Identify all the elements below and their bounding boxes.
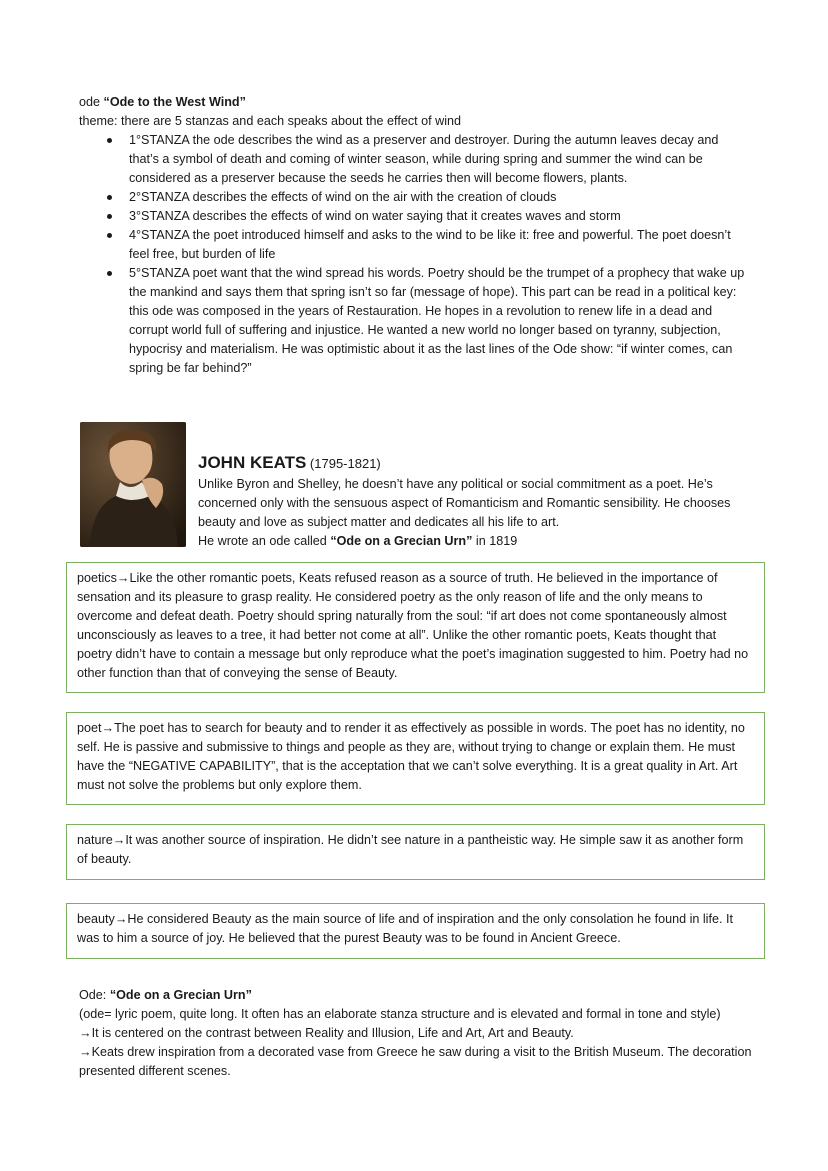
list-item	[129, 207, 749, 226]
west-wind-title: “Ode to the West Wind”	[103, 95, 246, 109]
keats-dates: (1795-1821)	[306, 456, 381, 471]
heading-prefix: ode	[79, 95, 104, 109]
grecian-heading	[79, 986, 759, 1005]
arrow-right-icon: →	[79, 1026, 92, 1040]
beauty-text: He considered Beauty as the main source of life and of inspiration and the only consolation he found in life. It was to him a source of joy. He believed that the purest Beauty was to be found in Ancient Greece.	[77, 912, 733, 945]
keats-intro: Unlike Byron and Shelley, he doesn’t have any political or social commitment as a poet. He’s concerned only with the sensuous aspect of Romanticism and Romantic sensibility. He chooses beauty and love as subject matter and dedicates all his life to art.	[198, 477, 731, 529]
west-wind-heading	[79, 93, 749, 112]
point-text: Keats drew inspiration from a decorated vase from Greece he saw during a visit to the British Museum. The decoration presented different scenes.	[79, 1045, 752, 1078]
stanza-text: 5°STANZA poet want that the wind spread his words. Poetry should be the trumpet of a prophecy that wake up the mankind and says them that spring isn’t so far (message of hope). This part can be read in a political key: this ode was composed in the years of Restauration. He hopes in a revolution to renew life in a dead and corrupt world full of suffering and injustice. He wanted a new world no longer based on tyranny, subjection, hypocrisy and materialism. He was optimistic about it as the last lines of the Ode show: “if winter comes, can spring be far behind?”	[129, 266, 745, 375]
keats-portrait	[80, 422, 186, 547]
bullet-icon	[107, 214, 112, 219]
ode-line-suffix: in 1819	[472, 534, 518, 548]
beauty-label: beauty	[77, 912, 115, 926]
grecian-title: “Ode on a Grecian Urn”	[109, 988, 252, 1002]
poet-label: poet	[77, 721, 102, 735]
keats-ode-line	[198, 532, 758, 551]
bullet-icon	[107, 138, 112, 143]
grecian-point-1	[79, 1024, 759, 1043]
west-wind-section	[79, 93, 749, 378]
keats-heading	[198, 452, 758, 475]
poetics-box	[66, 562, 765, 693]
ode-line-title: “Ode on a Grecian Urn”	[330, 534, 473, 548]
arrow-right-icon: →	[101, 721, 115, 735]
grecian-definition: (ode= lyric poem, quite long. It often has an elaborate stanza structure and is elevated and formal in tone and style)	[79, 1007, 721, 1021]
bullet-icon	[107, 195, 112, 200]
poet-text: The poet has to search for beauty and to render it as effectively as possible in words. The poet has no identity, no self. He is passive and submissive to things and people as they are, without trying to change or explain them. He must have the “NEGATIVE CAPABILITY”, that is the acceptation that we can’t solve everything. It is a great quality in Art. Art must not solve the problems but only explore them.	[77, 721, 745, 792]
keats-bio	[198, 452, 758, 551]
poetics-label: poetics	[77, 571, 117, 585]
ode-line-prefix: He wrote an ode called	[198, 534, 331, 548]
list-item	[129, 131, 749, 188]
stanza-text: 2°STANZA describes the effects of wind on the air with the creation of clouds	[129, 190, 557, 204]
poet-box	[66, 712, 765, 805]
point-text: It is centered on the contrast between Reality and Illusion, Life and Art, Art and Beauty.	[91, 1026, 574, 1040]
arrow-right-icon: →	[116, 571, 130, 585]
portrait-image	[80, 422, 186, 547]
nature-box	[66, 824, 765, 880]
keats-name: JOHN KEATS	[198, 453, 307, 472]
nature-label: nature	[77, 833, 113, 847]
bullet-icon	[107, 233, 112, 238]
beauty-box	[66, 903, 765, 959]
grecian-point-2	[79, 1043, 759, 1081]
arrow-right-icon: →	[79, 1045, 92, 1059]
stanza-list	[129, 131, 749, 378]
bullet-icon	[107, 271, 112, 276]
arrow-right-icon: →	[112, 833, 126, 847]
nature-text: It was another source of inspiration. He didn’t see nature in a pantheistic way. He simple saw it as another form of beauty.	[77, 833, 744, 866]
poetics-text: Like the other romantic poets, Keats refused reason as a source of truth. He believed in the importance of sensation and its pleasure to grasp reality. He considered poetry as the only reason of life and the only means to overcome and defeat death. Poetry should spring naturally from the soul: “if art does not come spontaneously almost unconsciously as leaves to a tree, it had better not come at all”. Unlike the other romantic poets, Keats thought that poetry didn’t have to contain a message but only reproduce what the poet’s imagination suggested to him. Poetry had no other function than that of conveying the sense of Beauty.	[77, 571, 749, 680]
west-wind-theme: theme: there are 5 stanzas and each speaks about the effect of wind	[79, 114, 462, 128]
list-item	[129, 264, 749, 378]
stanza-text: 1°STANZA the ode describes the wind as a preserver and destroyer. During the autumn leaves decay and that’s a symbol of death and coming of winter season, while during spring and summer the wind can be considered as a preserver because the seeds he carries then will become flowers, plants.	[129, 133, 719, 185]
arrow-right-icon: →	[114, 912, 128, 926]
list-item	[129, 226, 749, 264]
stanza-text: 3°STANZA describes the effects of wind on water saying that it creates waves and storm	[129, 209, 621, 223]
grecian-prefix: Ode:	[79, 988, 110, 1002]
stanza-text: 4°STANZA the poet introduced himself and asks to the wind to be like it: free and powerful. The poet doesn’t feel free, but burden of life	[129, 228, 731, 261]
grecian-section	[79, 986, 759, 1081]
list-item	[129, 188, 749, 207]
